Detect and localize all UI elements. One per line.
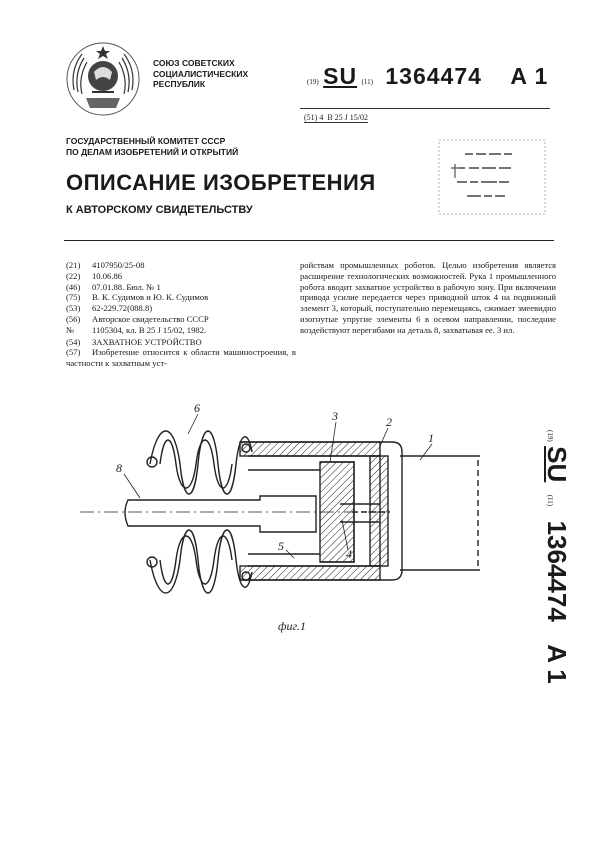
publication-number: (19) SU (11) 1364474 A 1: [307, 63, 549, 89]
biblio-row: (53) 62-229.72(088.8): [66, 303, 153, 314]
biblio-row: (21) 4107950/25-08: [66, 260, 145, 270]
divider: [300, 108, 550, 109]
committee-name: ГОСУДАРСТВЕННЫЙ КОМИТЕТ СССР ПО ДЕЛАМ ИЗОБРЕТЕНИЙ И ОТКРЫТИЙ: [66, 136, 239, 157]
label-3: 3: [332, 409, 338, 423]
biblio-row: (22) 10.06.86: [66, 270, 123, 281]
country-name: СОЮЗ СОВЕТСКИХ СОЦИАЛИСТИЧЕСКИХ РЕСПУБЛИК: [153, 58, 249, 89]
document-subtitle: К АВТОРСКОМУ СВИДЕТЕЛЬСТВУ: [66, 204, 253, 216]
biblio-row: (75) В. К. Судимов и Ю. К. Судимов: [66, 292, 209, 303]
label-1: 1: [428, 431, 434, 445]
abstract-right: ройствам промышленных роботов. Целью изобретения является расширение технологических возможностей. Рука 1 промышленного робота вводит захватное устройство в рабочую зону. При включении привода усилие передается через приводной шток 4 на подвижный элемент 3, который, поступательно перемещаясь, сжимает змеевидно изогнутые упругие элементы 6 в осевом направлении, последние воздействуют перегибами на деталь 8, захватывая ее. 3 ил.: [300, 260, 556, 335]
invention-title: (54) ЗАХВАТНОЕ УСТРОЙСТВО: [66, 336, 202, 347]
document-title: ОПИСАНИЕ ИЗОБРЕТЕНИЯ: [66, 170, 376, 195]
bibliographic-data: [66, 260, 296, 369]
divider: [64, 240, 554, 241]
biblio-row: (46) 07.01.88. Бюл. № 1: [66, 281, 161, 292]
library-stamp: [437, 138, 547, 216]
label-5: 5: [278, 539, 284, 553]
label-8: 8: [116, 461, 122, 475]
abstract-left: (57) Изобретение относится к области машиностроения, в частности к захватным уст-: [66, 347, 296, 369]
biblio-row: № 1105304, кл. B 25 J 15/02, 1982.: [66, 324, 207, 335]
label-6: 6: [194, 401, 200, 415]
biblio-row: (56) Авторское свидетельство СССР: [66, 313, 209, 324]
ipc-classification: (51) 4 B 25 J 15/02: [304, 113, 368, 122]
side-publication-number: (19) SU (11) 1364474 A 1: [542, 430, 572, 684]
technical-drawing: [80, 400, 540, 640]
label-4: 4: [346, 547, 352, 561]
label-2: 2: [386, 415, 392, 429]
state-emblem-icon: [64, 40, 142, 118]
figure-caption: фиг.1: [278, 619, 307, 633]
